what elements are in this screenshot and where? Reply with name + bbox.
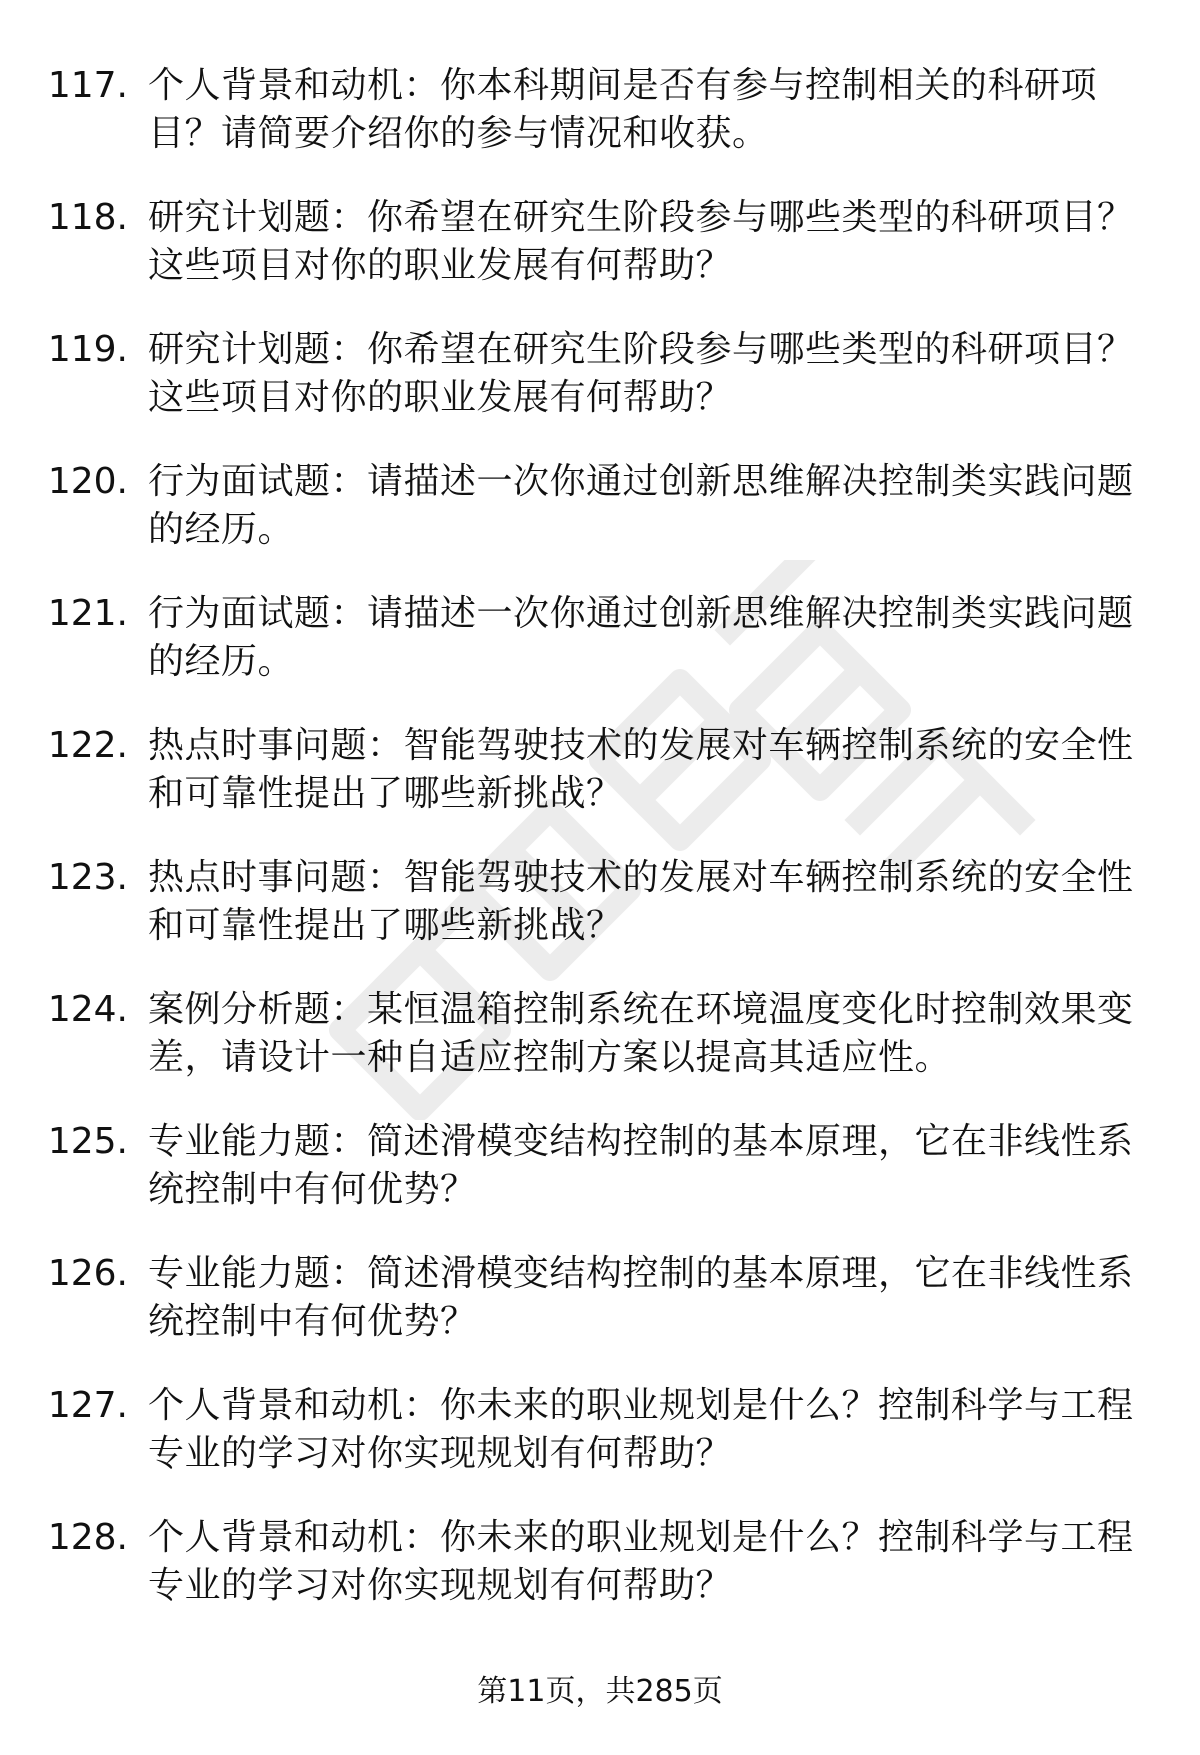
question-number: 124.: [47, 989, 128, 1030]
question-number: 123.: [47, 857, 128, 898]
question-text: 热点时事问题：智能驾驶技术的发展对车辆控制系统的安全性和可靠性提出了哪些新挑战？: [148, 725, 1134, 814]
question-item: [36, 1250, 1146, 1382]
question-number: 121.: [47, 593, 128, 634]
question-item: [36, 722, 1146, 854]
question-text: 个人背景和动机：你本科期间是否有参与控制相关的科研项目？请简要介绍你的参与情况和收获。: [148, 65, 1098, 154]
question-item: [36, 986, 1146, 1118]
question-number: 122.: [47, 725, 128, 766]
question-text: 研究计划题：你希望在研究生阶段参与哪些类型的科研项目？这些项目对你的职业发展有何帮助？: [148, 329, 1134, 418]
question-item: [36, 458, 1146, 590]
question-number: 125.: [47, 1121, 128, 1162]
page-footer: [0, 1672, 1200, 1712]
question-text: 行为面试题：请描述一次你通过创新思维解决控制类实践问题的经历。: [148, 461, 1134, 550]
question-item: [36, 1118, 1146, 1250]
question-number: 119.: [47, 329, 128, 370]
page-number-label: 第11页，共285页: [477, 1674, 723, 1709]
question-item: [36, 1382, 1146, 1514]
question-item: [36, 62, 1146, 194]
question-number: 118.: [47, 197, 128, 238]
question-text: 专业能力题：简述滑模变结构控制的基本原理，它在非线性系统控制中有何优势？: [148, 1121, 1134, 1210]
question-number: 120.: [47, 461, 128, 502]
question-item: [36, 590, 1146, 722]
question-list: [36, 62, 1146, 1646]
question-text: 案例分析题：某恒温箱控制系统在环境温度变化时控制效果变差，请设计一种自适应控制方案以提高其适应性。: [148, 989, 1134, 1078]
question-item: [36, 326, 1146, 458]
question-item: [36, 854, 1146, 986]
question-number: 117.: [47, 65, 128, 106]
question-text: 热点时事问题：智能驾驶技术的发展对车辆控制系统的安全性和可靠性提出了哪些新挑战？: [148, 857, 1134, 946]
question-text: 个人背景和动机：你未来的职业规划是什么？控制科学与工程专业的学习对你实现规划有何帮助？: [148, 1385, 1134, 1474]
question-item: [36, 194, 1146, 326]
question-text: 行为面试题：请描述一次你通过创新思维解决控制类实践问题的经历。: [148, 593, 1134, 682]
question-item: [36, 1514, 1146, 1646]
question-number: 128.: [47, 1517, 128, 1558]
question-text: 专业能力题：简述滑模变结构控制的基本原理，它在非线性系统控制中有何优势？: [148, 1253, 1134, 1342]
question-number: 127.: [47, 1385, 128, 1426]
question-number: 126.: [47, 1253, 128, 1294]
question-text: 个人背景和动机：你未来的职业规划是什么？控制科学与工程专业的学习对你实现规划有何帮助？: [148, 1517, 1134, 1606]
question-text: 研究计划题：你希望在研究生阶段参与哪些类型的科研项目？这些项目对你的职业发展有何帮助？: [148, 197, 1134, 286]
